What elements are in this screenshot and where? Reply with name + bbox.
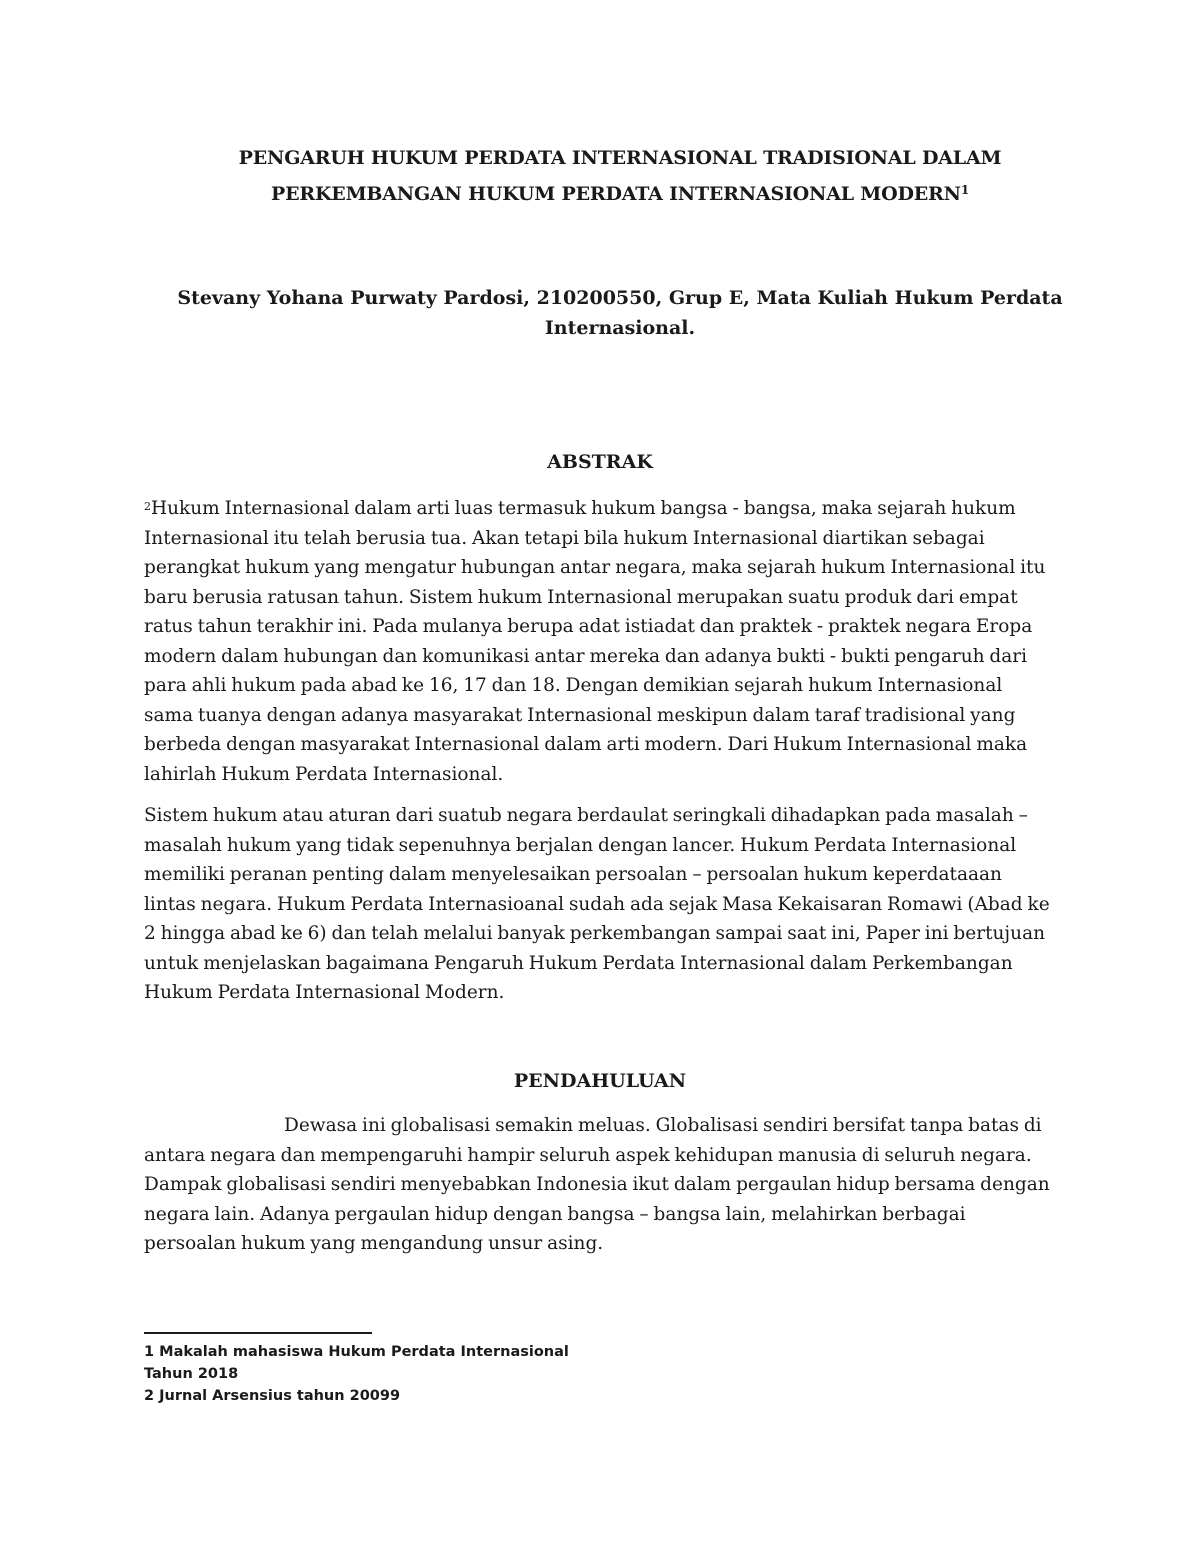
footnote-1-line-1: 1 Makalah mahasiswa Hukum Perdata Internasional <box>144 1344 569 1360</box>
author-info <box>140 283 1100 343</box>
abstract-paragraph-1-text: Hukum Internasional dalam arti luas termasuk hukum bangsa - bangsa, maka sejarah hukum Internasional itu telah berusia tua. Akan tetapi bila hukum Internasional diartikan sebagai perangkat hukum yang mengatur hubungan antar negara, maka sejarah hukum Internasional itu baru berusia ratusan tahun. Sistem hukum Internasional merupakan suatu produk dari empat ratus tahun terakhir ini. Pada mulanya berupa adat istiadat dan praktek - praktek negara Eropa modern dalam hubungan dan komunikasi antar mereka dan adanya bukti - bukti pengaruh dari para ahli hukum pada abad ke 16, 17 dan 18. Dengan demikian sejarah hukum Internasional sama tuanya dengan adanya masyarakat Internasional meskipun dalam taraf tradisional yang berbeda dengan masyarakat Internasional dalam arti modern. Dari Hukum Internasional maka lahirlah Hukum Perdata Internasional. <box>144 498 1046 785</box>
footnote-separator <box>144 1332 372 1334</box>
author-line-2: Internasional. <box>544 317 696 339</box>
title-line-2-text: PERKEMBANGAN HUKUM PERDATA INTERNASIONAL MODERN <box>271 183 961 205</box>
abstract-heading: ABSTRAK <box>547 451 653 473</box>
title-line-1: PENGARUH HUKUM PERDATA INTERNASIONAL TRADISIONAL DALAM <box>238 147 1002 169</box>
footnotes <box>144 1341 744 1407</box>
document-title <box>140 140 1100 212</box>
title-footnote-ref[interactable]: 1 <box>960 183 969 197</box>
abstract-paragraph-2: Sistem hukum atau aturan dari suatub negara berdaulat seringkali dihadapkan pada masalah – masalah hukum yang tidak sepenuhnya berjalan dengan lancer. Hukum Perdata Internasional memiliki peranan penting dalam menyelesaikan persoalan – persoalan hukum keperdataaan lintas negara. Hukum Perdata Internasioanal sudah ada sejak Masa Kekaisaran Romawi (Abad ke 2 hingga abad ke 6) dan telah melalui banyak perkembangan sampai saat ini, Paper ini bertujuan untuk menjelaskan bagaimana Pengaruh Hukum Perdata Internasional dalam Perkembangan Hukum Perdata Internasional Modern. <box>144 805 1050 1003</box>
footnote-2: 2 Jurnal Arsensius tahun 20099 <box>144 1388 401 1404</box>
introduction-paragraph-1: Dewasa ini globalisasi semakin meluas. Globalisasi sendiri bersifat tanpa batas di antara negara dan mempengaruhi hampir seluruh aspek kehidupan manusia di seluruh negara. Dampak globalisasi sendiri menyebabkan Indonesia ikut dalam pergaulan hidup bersama dengan negara lain. Adanya pergaulan hidup dengan bangsa – bangsa lain, melahirkan berbagai persoalan hukum yang mengandung unsur asing. <box>144 1115 1050 1254</box>
introduction-heading: PENDAHULUAN <box>513 1070 687 1092</box>
abstract-paragraph-1 <box>144 494 1054 789</box>
author-line-1: Stevany Yohana Purwaty Pardosi, 210200550, Grup E, Mata Kuliah Hukum Perdata <box>177 287 1063 309</box>
abstract-footnote-ref[interactable]: 2 <box>144 500 151 513</box>
title-line-2 <box>140 176 1100 212</box>
footnote-1-line-2: Tahun 2018 <box>144 1366 239 1382</box>
